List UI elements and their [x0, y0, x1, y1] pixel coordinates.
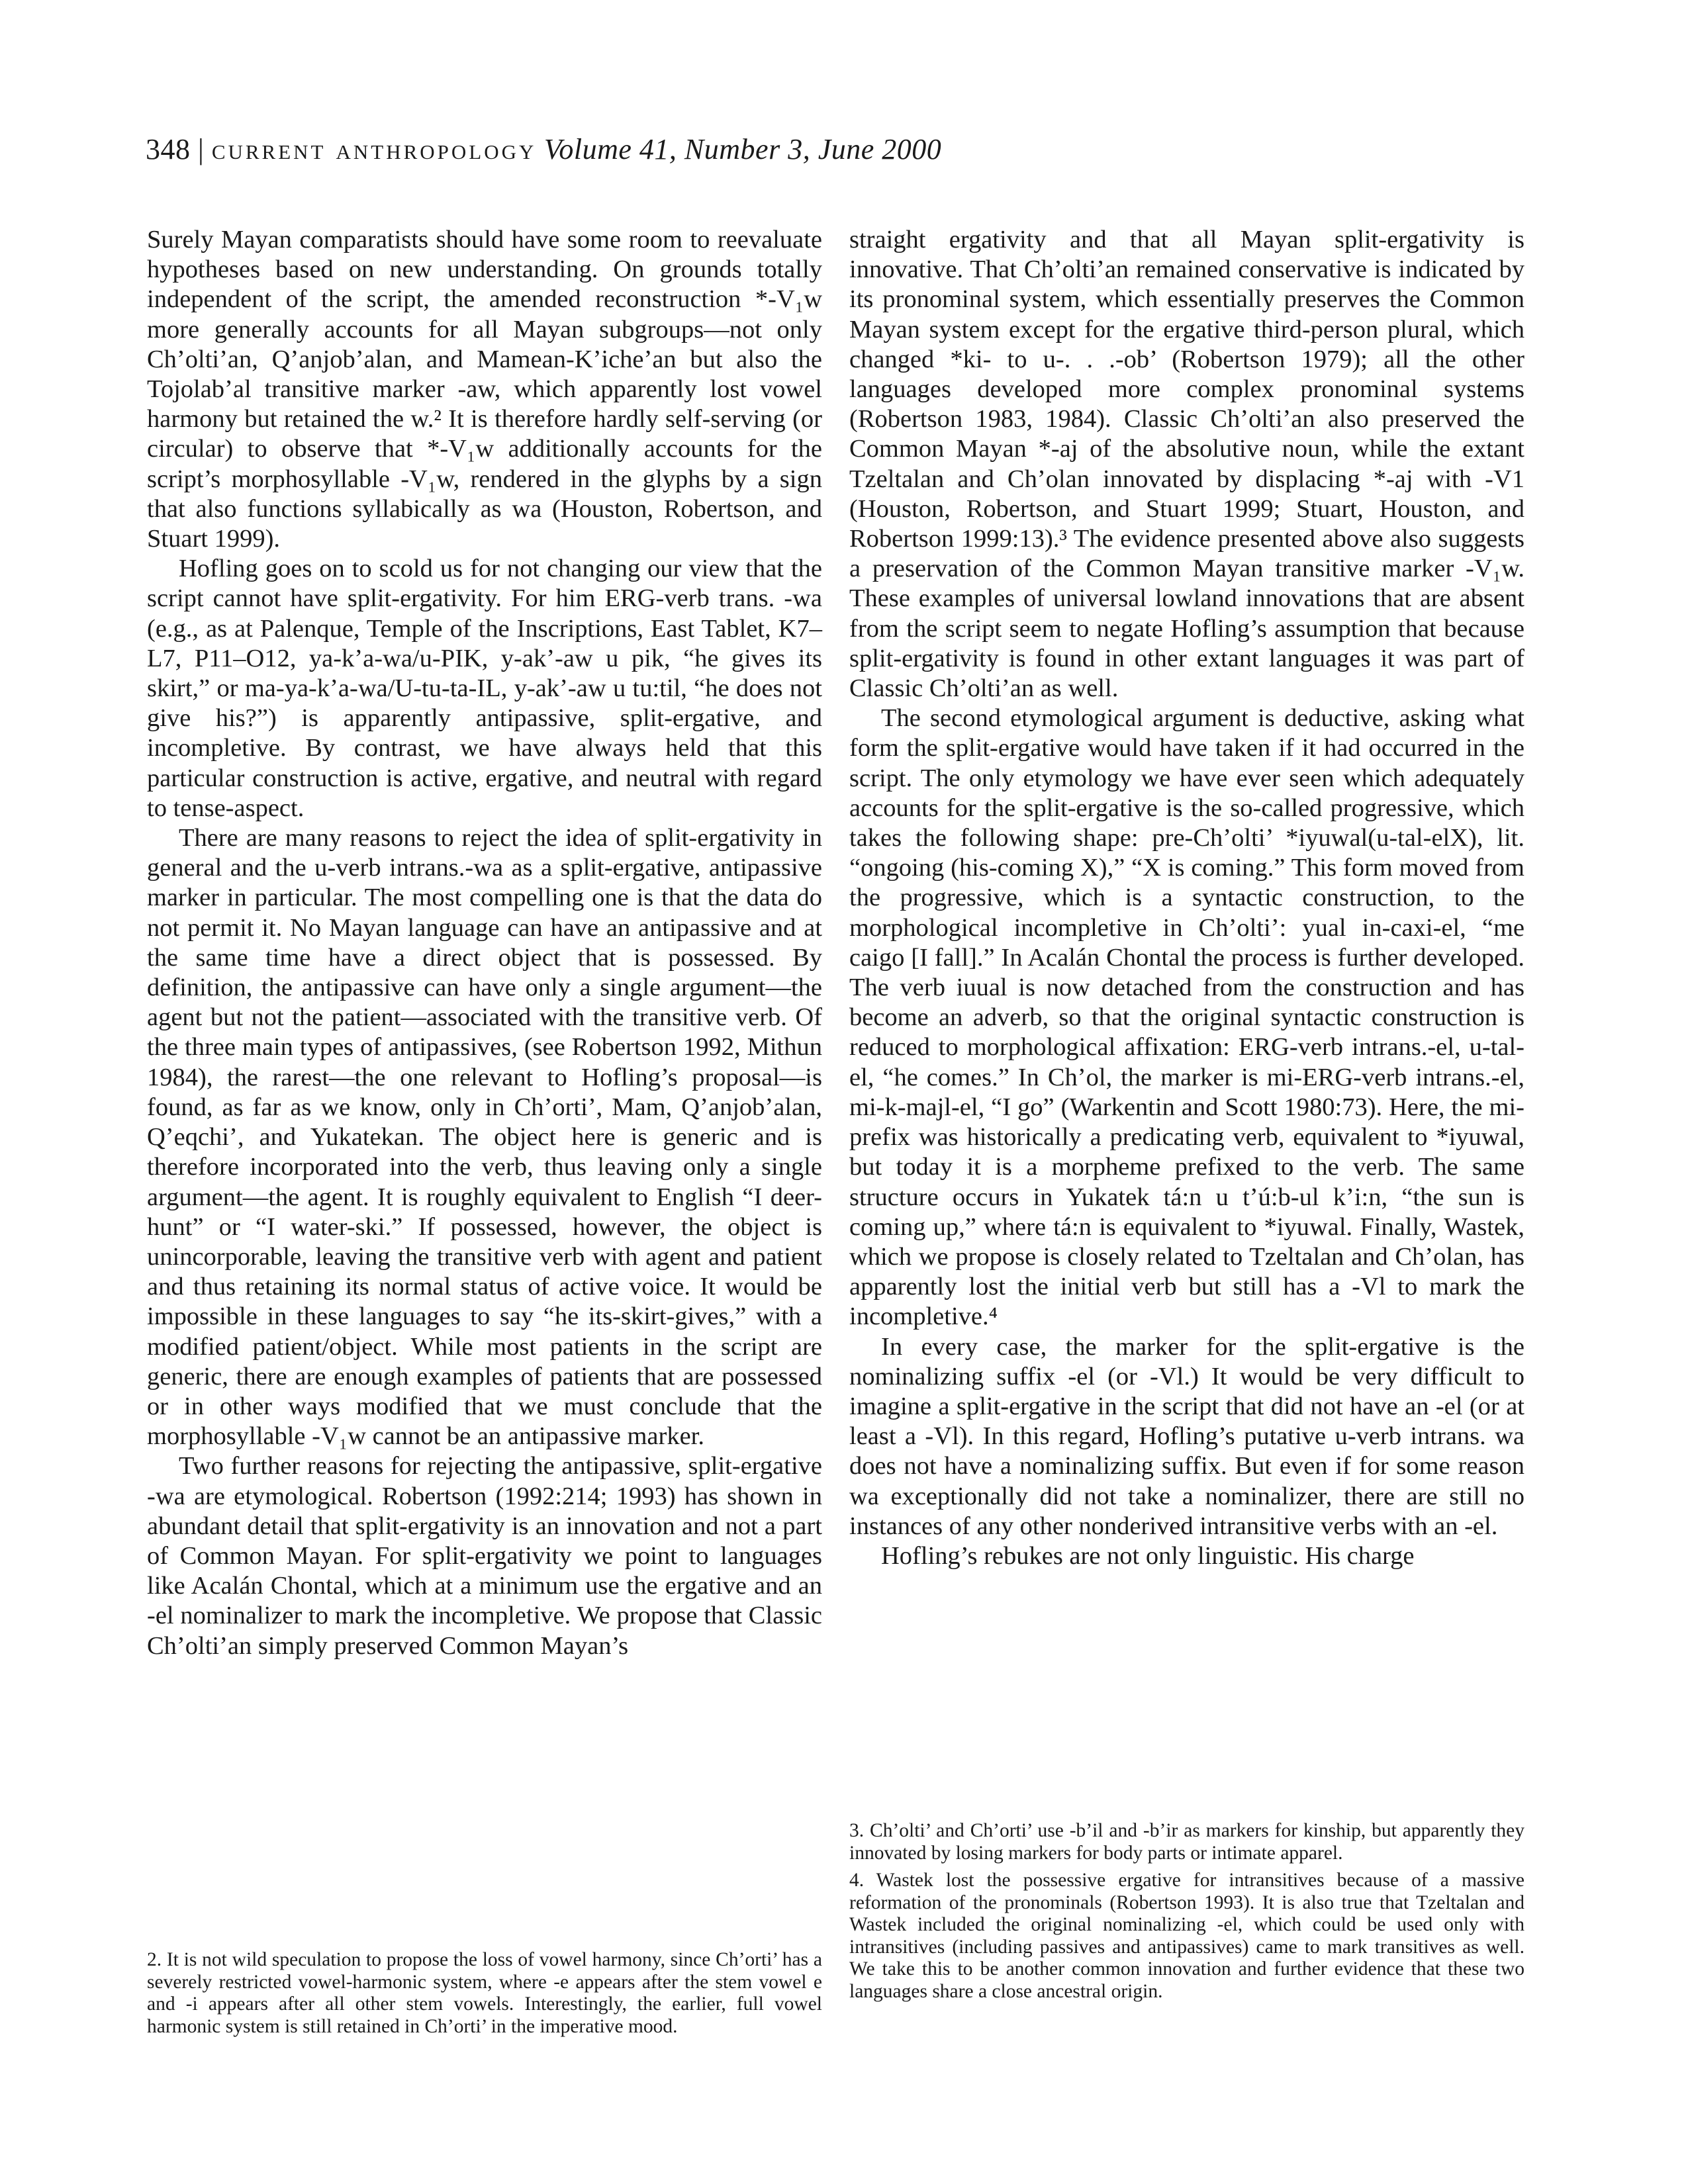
footnotes-left [147, 1949, 822, 2038]
journal-name: current anthropology [211, 133, 537, 165]
footnotes-right [849, 1820, 1524, 2003]
right-paragraph-2: The second etymological argument is deductive, asking what form the split-ergative would have taken if it had occurred in the script. The only etymology we have ever seen which adequately accounts for the split-ergative is the so-called progressive, which takes the following shape: pre-Ch’olti’ *iyuwal(u-tal-elX), lit. “ongoing (his-coming X),” “X is coming.” This form moved from the progressive, which is a syntactic construction, to the morphological incompletive in Ch’olti’: yual in-caxi-el, “me caigo [I fall].” In Acalán Chontal the process is further developed. The verb iuual is now detached from the construction and has become an adverb, so that the original syntactic construction is reduced to morphological affixation: ERG-verb intrans.-el, u-tal-el, “he comes.” In Ch’ol, the marker is mi-ERG-verb intrans.-el, mi-k-majl-el, “I go” (Warkentin and Scott 1980:73). Here, the mi- prefix was historically a predicating verb, equivalent to *iyuwal, but today it is a morpheme prefixed to the verb. The same structure occurs in Yukatek tá:n u t’ú:b-ul k’i:n, “the sun is coming up,” where tá:n is equivalent to *iyuwal. Finally, Wastek, which we propose is closely related to Tzeltalan and Ch’olan, has apparently lost the initial verb but still has a -Vl to mark the incompletive.⁴ [849, 704, 1524, 1331]
left-paragraph-2: Hofling goes on to scold us for not changing our view that the script cannot have split-ergativity. For him ERG-verb trans. -wa (e.g., as at Palenque, Temple of the Inscriptions, East Tablet, K7–L7, P11–O12, ya-k’a-wa/u-PIK, y-ak’-aw u pik, “he gives its skirt,” or ma-ya-k’a-wa/U-tu-ta-IL, y-ak’-aw u tu:til, “he does not give his?”) is apparently antipassive, split-ergative, and incompletive. By contrast, we have always held that this particular construction is active, ergative, and neutral with regard to tense-aspect. [147, 555, 822, 822]
right-paragraph-4: Hofling’s rebukes are not only linguistic. His charge [881, 1541, 1415, 1570]
issue-info: Volume 41, Number 3, June 2000 [543, 133, 942, 165]
page-number: 348 [146, 133, 191, 165]
right-paragraph-1: straight ergativity and that all Mayan split-ergativity is innovative. That Ch’olti’an remained conservative is indicated by its pronominal system, which essentially preserves the Common Mayan system except for the ergative third-person plural, which changed *ki- to u-. . .-ob’ (Robertson 1979); all the other languages developed more complex pronominal systems (Robertson 1983, 1984). Classic Ch’olti’an also preserved the Common Mayan *-aj of the absolutive noun, while the extant Tzeltalan and Ch’olan innovated by displacing *-aj with -V1 (Houston, Robertson, and Stuart 1999; Stuart, Houston, and Robertson 1999:13).³ The evidence presented above also suggests a preservation of the Common Mayan transitive marker -V₁w. These examples of universal lowland innovations that are absent from the script seem to negate Hofling’s assumption that because split-ergativity is found in other extant languages it was part of Classic Ch’olti’an as well. [849, 226, 1524, 703]
footnote-4: 4. Wastek lost the possessive ergative for intransitives because of a massive reformation of the pronominals (Robertson 1993). It is also true that Tzeltalan and Wastek included the original nominalizing -el, which could be used only with intransitives (including passives and antipassives) came to mark transitives as well. We take this to be another common innovation and further evidence that these two languages share a close ancestral origin. [849, 1870, 1524, 2002]
footnote-3: 3. Ch’olti’ and Ch’orti’ use -b’il and -b’ir as markers for kinship, but apparently they innovated by losing markers for body parts or intimate apparel. [849, 1820, 1524, 1864]
right-paragraph-3: In every case, the marker for the split-ergative is the nominalizing suffix -el (or -Vl.) It would be very difficult to imagine a split-ergative in the script that did not have an -el (or at least a -Vl). In this regard, Hofling’s putative u-verb intrans. wa does not have a nominalizing suffix. But even if for some reason wa exceptionally did not take a nominalizer, there are still no instances of any other nonderived intransitive verbs with an -el. [849, 1332, 1524, 1540]
header-separator: | [198, 133, 205, 165]
left-column [147, 225, 822, 1661]
left-paragraph-4: Two further reasons for rejecting the antipassive, split-ergative -wa are etymological. Robertson (1992:214; 1993) has shown in abundant detail that split-ergativity is an innovation and not a part of Common Mayan. For split-ergativity we point to languages like Acalán Chontal, which at a minimum use the ergative and an -el nominalizer to mark the incompletive. We propose that Classic Ch’olti’an simply preserved Common Mayan’s [147, 1452, 822, 1660]
left-paragraph-1: Surely Mayan comparatists should have some room to reevaluate hypotheses based on new understanding. On grounds totally independent of the script, the amended reconstruction *-V₁w more generally accounts for all Mayan subgroups—not only Ch’olti’an, Q’anjob’alan, and Mamean-K’iche’an but also the Tojolab’al transitive marker -aw, which apparently lost vowel harmony but retained the w.² It is therefore hardly self-serving (or circular) to observe that *-V₁w additionally accounts for the script’s morphosyllable -V₁w, rendered in the glyphs by a sign that also functions syllabically as wa (Houston, Robertson, and Stuart 1999). [147, 226, 822, 553]
right-column [849, 225, 1524, 1571]
running-header [146, 132, 941, 166]
footnote-2: 2. It is not wild speculation to propose the loss of vowel harmony, since Ch’orti’ has a severely restricted vowel-harmonic system, where -e appears after the stem vowel e and -i appears after all other stem vowels. Interestingly, the earlier, full vowel harmonic system is still retained in Ch’orti’ in the imperative mood. [147, 1949, 822, 2037]
left-paragraph-3: There are many reasons to reject the idea of split-ergativity in general and the u-verb intrans.-wa as a split-ergative, antipassive marker in particular. The most compelling one is that the data do not permit it. No Mayan language can have an antipassive and at the same time have a direct object that is possessed. By definition, the antipassive can have only a single argument—the agent but not the patient—associated with the transitive verb. Of the three main types of antipassives, (see Robertson 1992, Mithun 1984), the rarest—the one relevant to Hofling’s proposal—is found, as far as we know, only in Ch’orti’, Mam, Q’anjob’alan, Q’eqchi’, and Yukatekan. The object here is generic and is therefore incorporated into the verb, thus leaving only a single argument—the agent. It is roughly equivalent to English “I deer-hunt” or “I water-ski.” If possessed, however, the object is unincorporable, leaving the transitive verb with agent and patient and thus retaining its normal status of active voice. It would be impossible in these languages to say “he its-skirt-gives,” with a modified patient/object. While most patients in the script are generic, there are enough examples of patients that are possessed or in other ways modified that we must conclude that the morphosyllable -V₁w cannot be an antipassive marker. [147, 824, 822, 1451]
